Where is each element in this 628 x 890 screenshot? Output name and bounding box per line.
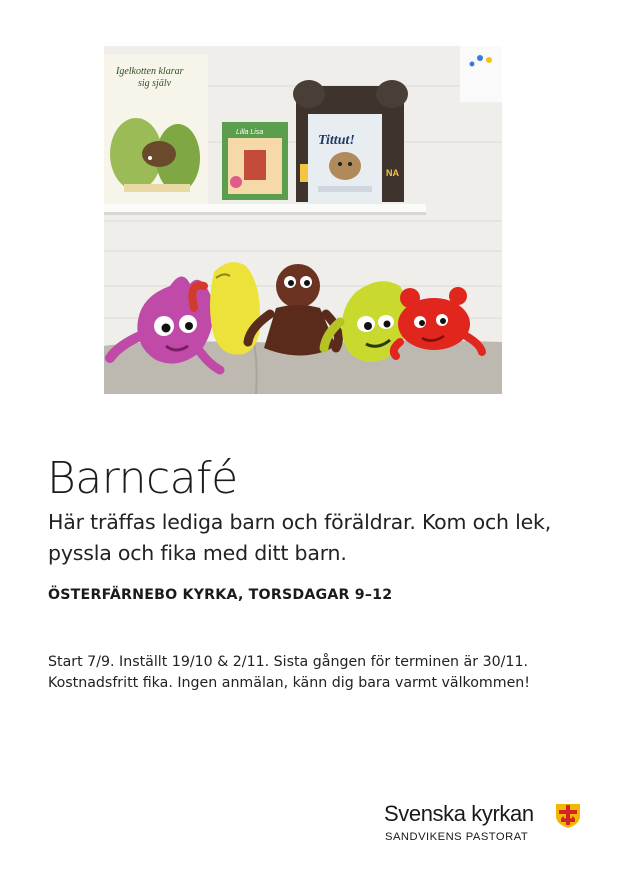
svg-text:NA: NA <box>386 168 399 178</box>
svg-text:sig själv: sig själv <box>138 78 172 89</box>
lead-text <box>48 507 588 569</box>
logo-subline: SANDVIKENS PASTORAT <box>385 831 529 843</box>
lead-line-1: Här träffas lediga barn och föräldrar. Kom och lek, <box>48 510 552 534</box>
svg-text:Igelkotten klarar: Igelkotten klarar <box>116 66 184 77</box>
book-tittut <box>308 114 382 204</box>
photo <box>104 46 502 394</box>
logo-wordmark: Svenska kyrkan <box>384 801 534 826</box>
body-line-1: Start 7/9. Inställt 19/10 & 2/11. Sista gången för terminen är 30/11. <box>48 654 528 670</box>
location-time-heading: ÖSTERFÄRNEBO KYRKA, TORSDAGAR 9–12 <box>48 587 393 603</box>
body-text <box>48 652 588 694</box>
body-line-2: Kostnadsfritt fika. Ingen anmälan, känn dig bara varmt välkommen! <box>48 675 530 691</box>
page-title: Barncafé <box>47 453 238 504</box>
lead-line-2: pyssla och fika med ditt barn. <box>48 541 347 565</box>
svenska-kyrkan-logo <box>384 801 594 851</box>
svg-text:Lilla Lisa: Lilla Lisa <box>236 129 264 136</box>
svg-text:Tittut!: Tittut! <box>318 133 355 148</box>
book-lilla-lisa <box>222 122 288 200</box>
church-cross-crown-icon <box>556 802 580 828</box>
book-igelkotten <box>104 54 208 204</box>
